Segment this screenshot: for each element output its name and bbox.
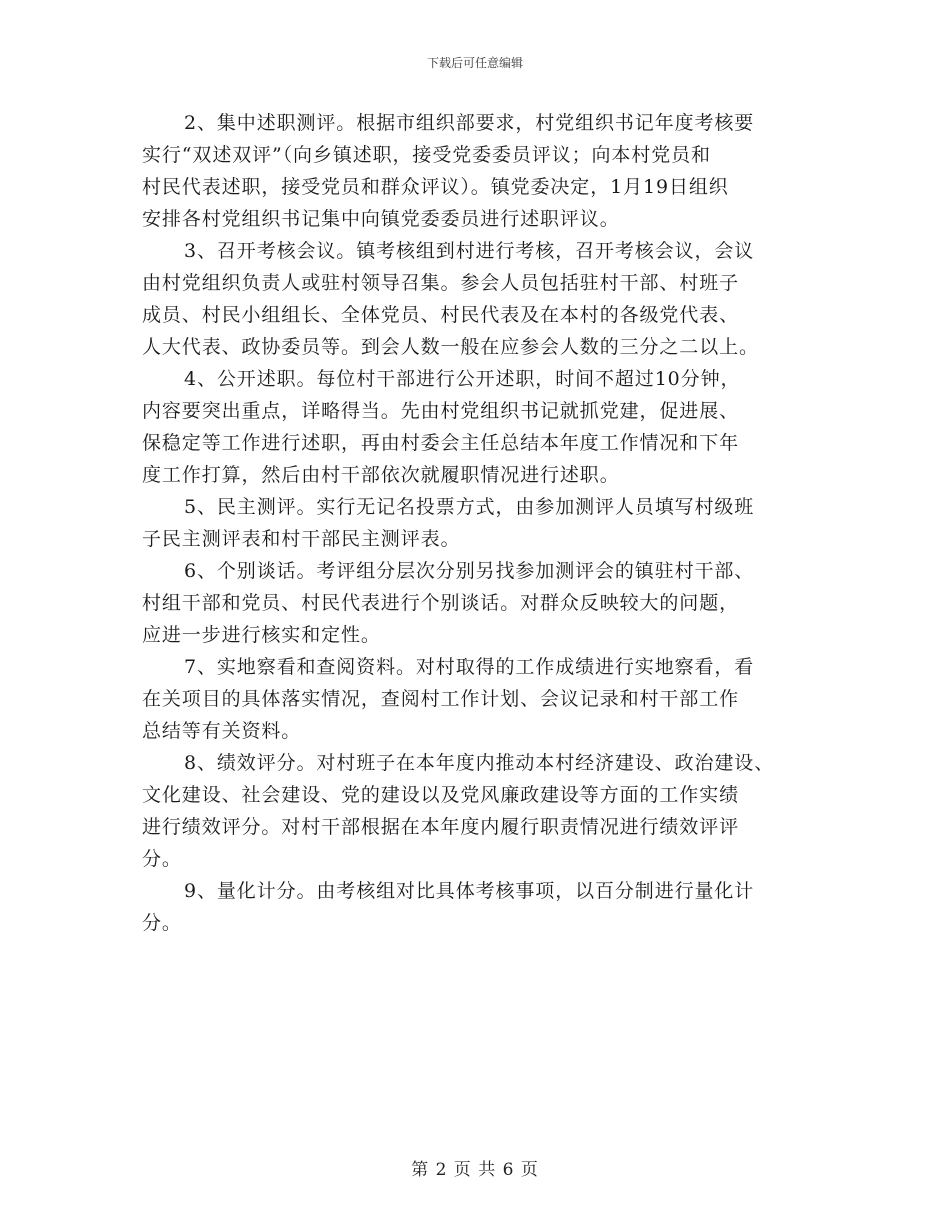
- text-line: 内容要突出重点，详略得当。先由村党组织书记就抓党建，促进展、: [142, 400, 740, 422]
- page-header: 下载后可任意编辑: [426, 56, 523, 70]
- text-line: 实行“双述双评”（向乡镇述职，接受党委委员评议；向本村党员和: [142, 144, 711, 166]
- text-line: 9、量化计分。由考核组对比具体考核事项，以百分制进行量化计: [184, 880, 755, 902]
- text-line: 在关项目的具体落实情况，查阅村工作计划、会议记录和村干部工作: [142, 688, 740, 710]
- paragraph-8: [142, 747, 832, 875]
- text-line: 4、公开述职。每位村干部进行公开述职，时间不超过10分钟，: [184, 368, 741, 390]
- paragraph-3: [142, 235, 832, 363]
- paragraph-5: [142, 491, 832, 555]
- text-line: 村组干部和党员、村民代表进行个别谈话。对群众反映较大的问题，: [142, 592, 740, 614]
- paragraph-2: [142, 107, 832, 235]
- text-line: 5、民主测评。实行无记名投票方式，由参加测评人员填写村级班: [184, 496, 755, 518]
- text-line: 6、个别谈话。考评组分层次分别另找参加测评会的镇驻村干部、: [184, 560, 755, 582]
- text-line: 人大代表、政协委员等。到会人数一般在应参会人数的三分之二以上。: [142, 336, 759, 358]
- paragraph-9: [142, 875, 832, 939]
- text-line: 分。: [142, 912, 182, 934]
- text-line: 村民代表述职，接受党员和群众评议）。镇党委决定，1月19日组织: [142, 176, 729, 198]
- page-number: 第 2 页 共 6 页: [411, 1160, 539, 1180]
- paragraph-4: [142, 363, 832, 491]
- text-line: 8、绩效评分。对村班子在本年度内推动本村经济建设、政治建设、: [184, 752, 775, 774]
- text-line: 3、召开考核会议。镇考核组到村进行考核，召开考核会议，会议: [184, 240, 755, 262]
- text-line: 7、实地察看和查阅资料。对村取得的工作成绩进行实地察看，看: [184, 656, 755, 678]
- text-line: 子民主测评表和村干部民主测评表。: [142, 528, 461, 550]
- text-line: 由村党组织负责人或驻村领导召集。参会人员包括驻村干部、村班子: [142, 272, 740, 294]
- text-line: 进行绩效评分。对村干部根据在本年度内履行职责情况进行绩效评评: [142, 816, 740, 838]
- text-line: 保稳定等工作进行述职，再由村委会主任总结本年度工作情况和下年: [142, 432, 740, 454]
- text-line: 度工作打算，然后由村干部依次就履职情况进行述职。: [142, 464, 620, 486]
- text-line: 安排各村党组织书记集中向镇党委委员进行述职评议。: [142, 208, 620, 230]
- text-line: 2、集中述职测评。根据市组织部要求，村党组织书记年度考核要: [184, 112, 755, 134]
- text-line: 总结等有关资料。: [142, 720, 302, 742]
- text-line: 应进一步进行核实和定性。: [142, 624, 381, 646]
- text-line: 成员、村民小组组长、全体党员、村民代表及在本村的各级党代表、: [142, 304, 740, 326]
- text-line: 文化建设、社会建设、党的建设以及党风廉政建设等方面的工作实绩: [142, 784, 740, 806]
- paragraph-7: [142, 651, 832, 747]
- paragraph-6: [142, 555, 832, 651]
- text-line: 分。: [142, 848, 182, 870]
- document-body: [142, 107, 832, 939]
